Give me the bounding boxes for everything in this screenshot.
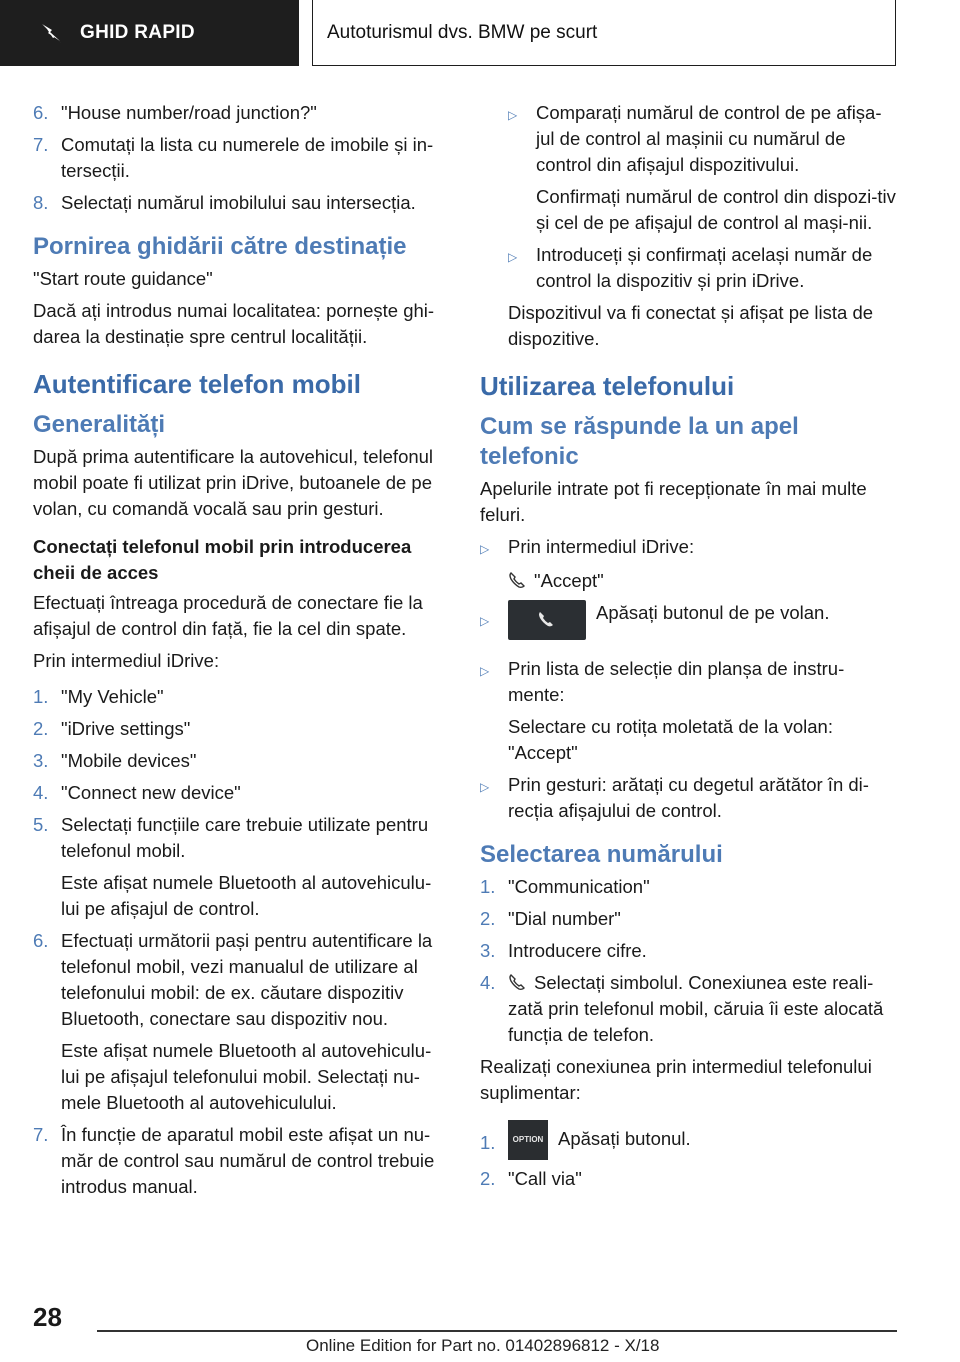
phone-handset-icon — [508, 972, 526, 990]
list-item: 8. Selectați numărul imobilului sau intersecția. — [33, 192, 416, 213]
paragraph: Prin intermediul iDrive: — [33, 650, 220, 671]
bullet-item: ▷ Prin gesturi: arătați cu degetul arătător în di-recția afișajului de control. — [480, 772, 900, 824]
paragraph: Dispozitivul va fi conectat și afișat pe lista de dispozitive. — [508, 302, 874, 349]
paragraph: Realizați conexiunea prin intermediul telefonului suplimentar: — [480, 1056, 872, 1103]
paragraph: După prima autentificare la autovehicul, telefonul mobil poate fi utilizat prin iDrive, butoanele de pe volan, cu comandă vocală sau prin gesturi. — [33, 446, 434, 519]
triangle-bullet-icon: ▷ — [480, 542, 490, 556]
bullet-subtext: Selectare cu rotița moletată de la volan: "Accept" — [508, 716, 833, 763]
list-item: 5. Selectați funcțiile care trebuie utilizate pentru telefonul mobil. — [33, 814, 429, 861]
heading-phone-auth: Autentificare telefon mobil — [33, 369, 361, 399]
option-button-image: OPTION — [508, 1120, 548, 1160]
chapter-title: Autoturismul dvs. BMW pe scurt — [312, 0, 896, 66]
heading-connect: Conectați telefonul mobil prin introducerea cheii de acces — [33, 536, 412, 583]
heading-start-guidance: Pornirea ghidării către destinație — [33, 233, 407, 260]
bullet-item: ▷ Comparați numărul de control de pe afișa-jul de control al mașinii cu numărul de control din afișajul dispozitivului. — [480, 100, 900, 178]
bullet-item: ▷ Prin intermediul iDrive: — [480, 534, 900, 562]
bullet-item: ▷ Prin lista de selecție din planșa de instru-mente: — [480, 656, 900, 708]
heading-phone-use: Utilizarea telefonului — [480, 371, 735, 401]
list-item: 2. "Call via" — [480, 1168, 582, 1189]
list-item: 6. "House number/road junction?" — [33, 102, 317, 123]
list-item: 4. Selectați simbolul. Conexiunea este reali-zată prin telefonul mobil, căruia îi este alocată funcția de telefon. — [480, 972, 884, 1045]
list-item: 4. "Connect new device" — [33, 782, 241, 803]
bullet-item: ▷ Introduceți și confirmați același număr de control la dispozitiv și prin iDrive. — [480, 242, 900, 294]
bullet-subtext: Confirmați numărul de control din dispozi-tiv și cel de pe afișajul de control al mași-nii. — [536, 186, 896, 233]
footer-divider — [97, 1330, 897, 1332]
steering-wheel-phone-button-image — [508, 600, 586, 640]
heading-answer-call: Cum se răspunde la un apel telefonic — [480, 413, 799, 470]
paragraph: "Start route guidance" — [33, 268, 213, 289]
list-item: 2. "Dial number" — [480, 908, 621, 929]
paragraph: Efectuați întreaga procedură de conectare fie la afișajul de control din față, fie la cel din spate. — [33, 592, 423, 639]
list-item: 3. Introducere cifre. — [480, 940, 647, 961]
list-item: 3. "Mobile devices" — [33, 750, 197, 771]
triangle-bullet-icon: ▷ — [480, 664, 490, 678]
heading-dial-number: Selectarea numărului — [480, 841, 723, 868]
left-column — [33, 100, 448, 1206]
heading-general: Generalități — [33, 411, 166, 438]
section-tab-label: GHID RAPID — [80, 22, 195, 43]
page-header — [0, 0, 960, 66]
list-item: 7. În funcție de aparatul mobil este afișat un nu-măr de control sau numărul de control trebuie introdus manual. — [33, 1124, 435, 1197]
list-item: 2. "iDrive settings" — [33, 718, 191, 739]
bullet-subtext: "Accept" — [480, 568, 900, 594]
triangle-bullet-icon: ▷ — [508, 108, 518, 122]
section-tab[interactable] — [0, 0, 299, 66]
triangle-bullet-icon: ▷ — [480, 780, 490, 794]
list-subtext: Este afișat numele Bluetooth al autovehiculu-lui pe afișajul de control. — [61, 872, 432, 919]
list-item: 1. "Communication" — [480, 876, 650, 897]
list-item: 1. "My Vehicle" — [33, 686, 164, 707]
phone-handset-icon — [508, 570, 526, 588]
list-subtext: Este afișat numele Bluetooth al autovehiculu-lui pe afișajul telefonului mobil. Selectați nu-mele Bluetooth al autovehiculului. — [61, 1040, 432, 1113]
lightning-icon — [38, 19, 66, 47]
right-column — [480, 100, 900, 1198]
triangle-bullet-icon: ▷ — [480, 614, 490, 628]
bullet-item: ▷ Apăsați butonul de pe volan. — [480, 600, 900, 640]
footer-edition: Online Edition for Part no. 01402896812 - X/18 — [306, 1336, 660, 1355]
list-item: 6. Efectuați următorii pași pentru autentificare la telefonul mobil, vezi manualul de utilizare al telefonului mobil: de ex. căutare dispozitiv Bluetooth, conectare sau dispozitiv nou. — [33, 930, 433, 1029]
list-item: 7. Comutați la lista cu numerele de imobile și in-tersecții. — [33, 134, 434, 181]
page-number: 28 — [33, 1302, 62, 1332]
paragraph: Apelurile intrate pot fi recepționate în mai multe feluri. — [480, 478, 867, 525]
triangle-bullet-icon: ▷ — [508, 250, 518, 264]
paragraph: Dacă ați introdus numai localitatea: pornește ghi-darea la destinație spre centrul localității. — [33, 300, 435, 347]
list-item: 1. OPTION Apăsați butonul. — [480, 1120, 900, 1160]
